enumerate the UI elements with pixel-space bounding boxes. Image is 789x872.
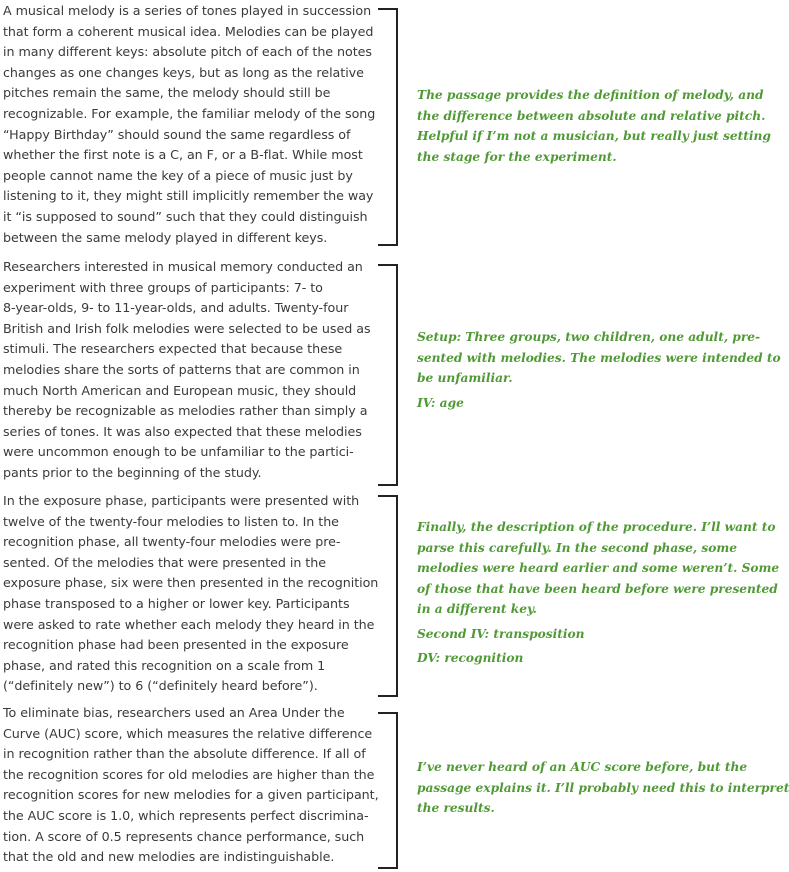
passage-line: changes as one changes keys, but as long as the relative [3,64,364,80]
passage-line: British and Irish folk melodies were selected to be used as [3,320,371,336]
passage-line: whether the first note is a C, an F, or a B-flat. While most [3,147,363,163]
passage-line: melodies share the sorts of patterns that are common in [3,361,360,377]
annotation-line: be unfamiliar. [417,371,513,385]
passage-line: In the exposure phase, participants were presented with [3,493,360,508]
passage-line: stimuli. The researchers expected that because these [3,341,343,357]
passage-line: Researchers interested in musical memory conducted an [3,259,363,274]
passage-line: recognition phase had been presented in the exposure [3,637,349,653]
annotation-line: the results. [417,801,495,815]
passage-line: series of tones. It was also expected that these melodies [3,423,362,439]
passage-line: between the same melody played in different keys. [3,229,328,245]
passage-line: listening to it, they might still implicitly remember the way [3,188,374,204]
passage-line: (“definitely new”) to 6 (“definitely heard before”). [3,678,318,694]
annotation-line: Helpful if I’m not a musician, but really just setting [417,129,771,143]
passage-line: twelve of the twenty-four melodies to listen to. In the [3,513,339,529]
passage-line: were asked to rate whether each melody they heard in the [3,616,375,632]
passage-line: phase transposed to a higher or lower key. Participants [3,595,350,611]
annotation-line: The passage provides the definition of melody, and [417,88,764,102]
passage-line: pitches remain the same, the melody should still be [3,85,331,101]
passage-line: recognizable. For example, the familiar melody of the song [3,105,376,121]
bracket-3 [378,495,398,697]
bracket-2 [378,264,398,486]
passage-line: in recognition rather than the absolute difference. If all of [3,746,366,762]
annotation-line: parse this carefully. In the second phase, some [417,540,738,555]
passage-line: recognition scores for new melodies for a given participant, [3,787,379,803]
passage-line: experiment with three groups of participants: 7- to [3,279,323,295]
passage-paragraph-3 [3,491,379,697]
passage-line: the AUC score is 1.0, which represents perfect discrimina- [3,807,369,823]
passage-line: A musical melody is a series of tones played in succession [3,3,372,18]
passage-line: exposure phase, six were then presented in the recognition [3,575,379,591]
annotation-line-iv: IV: age [417,395,464,410]
annotation-line: Setup: Three groups, two children, one adult, pre- [417,330,761,344]
annotation-line: sented with melodies. The melodies were intended to [417,350,781,365]
bracket-1 [378,8,398,246]
passage-line: phase, and rated this recognition on a scale from 1 [3,657,326,673]
passage-line: sented. Of the melodies that were presented in the [3,554,326,570]
passage-line: Curve (AUC) score, which measures the relative difference [3,725,373,741]
passage-line: 8-year-olds, 9- to 11-year-olds, and adults. Twenty-four [3,300,349,316]
annotation-line: the stage for the experiment. [417,149,617,164]
annotation-line: I’ve never heard of an AUC score before, but the [417,760,748,774]
passage-line: “Happy Birthday” should sound the same regardless of [3,126,351,142]
annotation-line: in a different key. [417,602,537,616]
passage-line: tion. A score of 0.5 represents chance performance, such [3,828,365,844]
annotation-line: Finally, the description of the procedure. I’ll want to [417,520,776,534]
passage-line: in many different keys: absolute pitch of each of the notes [3,44,372,60]
annotation-1 [417,85,771,167]
passage-line: recognition phase, all twenty-four melodies were pre- [3,534,341,550]
passage-paragraph-1 [3,1,376,248]
annotation-line-second-iv: Second IV: transposition [417,626,585,641]
annotation-3 [417,517,780,669]
passage-line: thereby be recognizable as melodies rather than simply a [3,403,368,419]
passage-line: that form a coherent musical idea. Melodies can be played [3,23,374,39]
passage-line: To eliminate bias, researchers used an Area Under the [3,705,345,720]
passage-line: that the old and new melodies are indistinguishable. [3,849,335,865]
passage-line: pants prior to the beginning of the study. [3,464,262,480]
bracket-4 [378,712,398,869]
annotation-line: melodies were heard earlier and some weren’t. Some [417,561,780,575]
passage-line: the recognition scores for old melodies are higher than the [3,766,375,782]
passage-line: it “is supposed to sound” such that they could distinguish [3,208,368,224]
annotation-line: of those that have been heard before were presented [417,581,778,596]
passage-paragraph-2 [3,257,371,484]
passage-line: much North American and European music, they should [3,382,357,398]
annotation-2 [417,327,781,413]
passage-paragraph-4 [3,703,379,868]
passage-line: were uncommon enough to be unfamiliar to the partici- [3,444,354,460]
annotation-line: passage explains it. I’ll probably need this to interpret [417,780,789,795]
annotation-4 [417,757,789,819]
passage-line: people cannot name the key of a piece of music just by [3,167,353,183]
annotation-line: the difference between absolute and relative pitch. [417,108,766,123]
annotation-line-dv: DV: recognition [417,651,524,665]
